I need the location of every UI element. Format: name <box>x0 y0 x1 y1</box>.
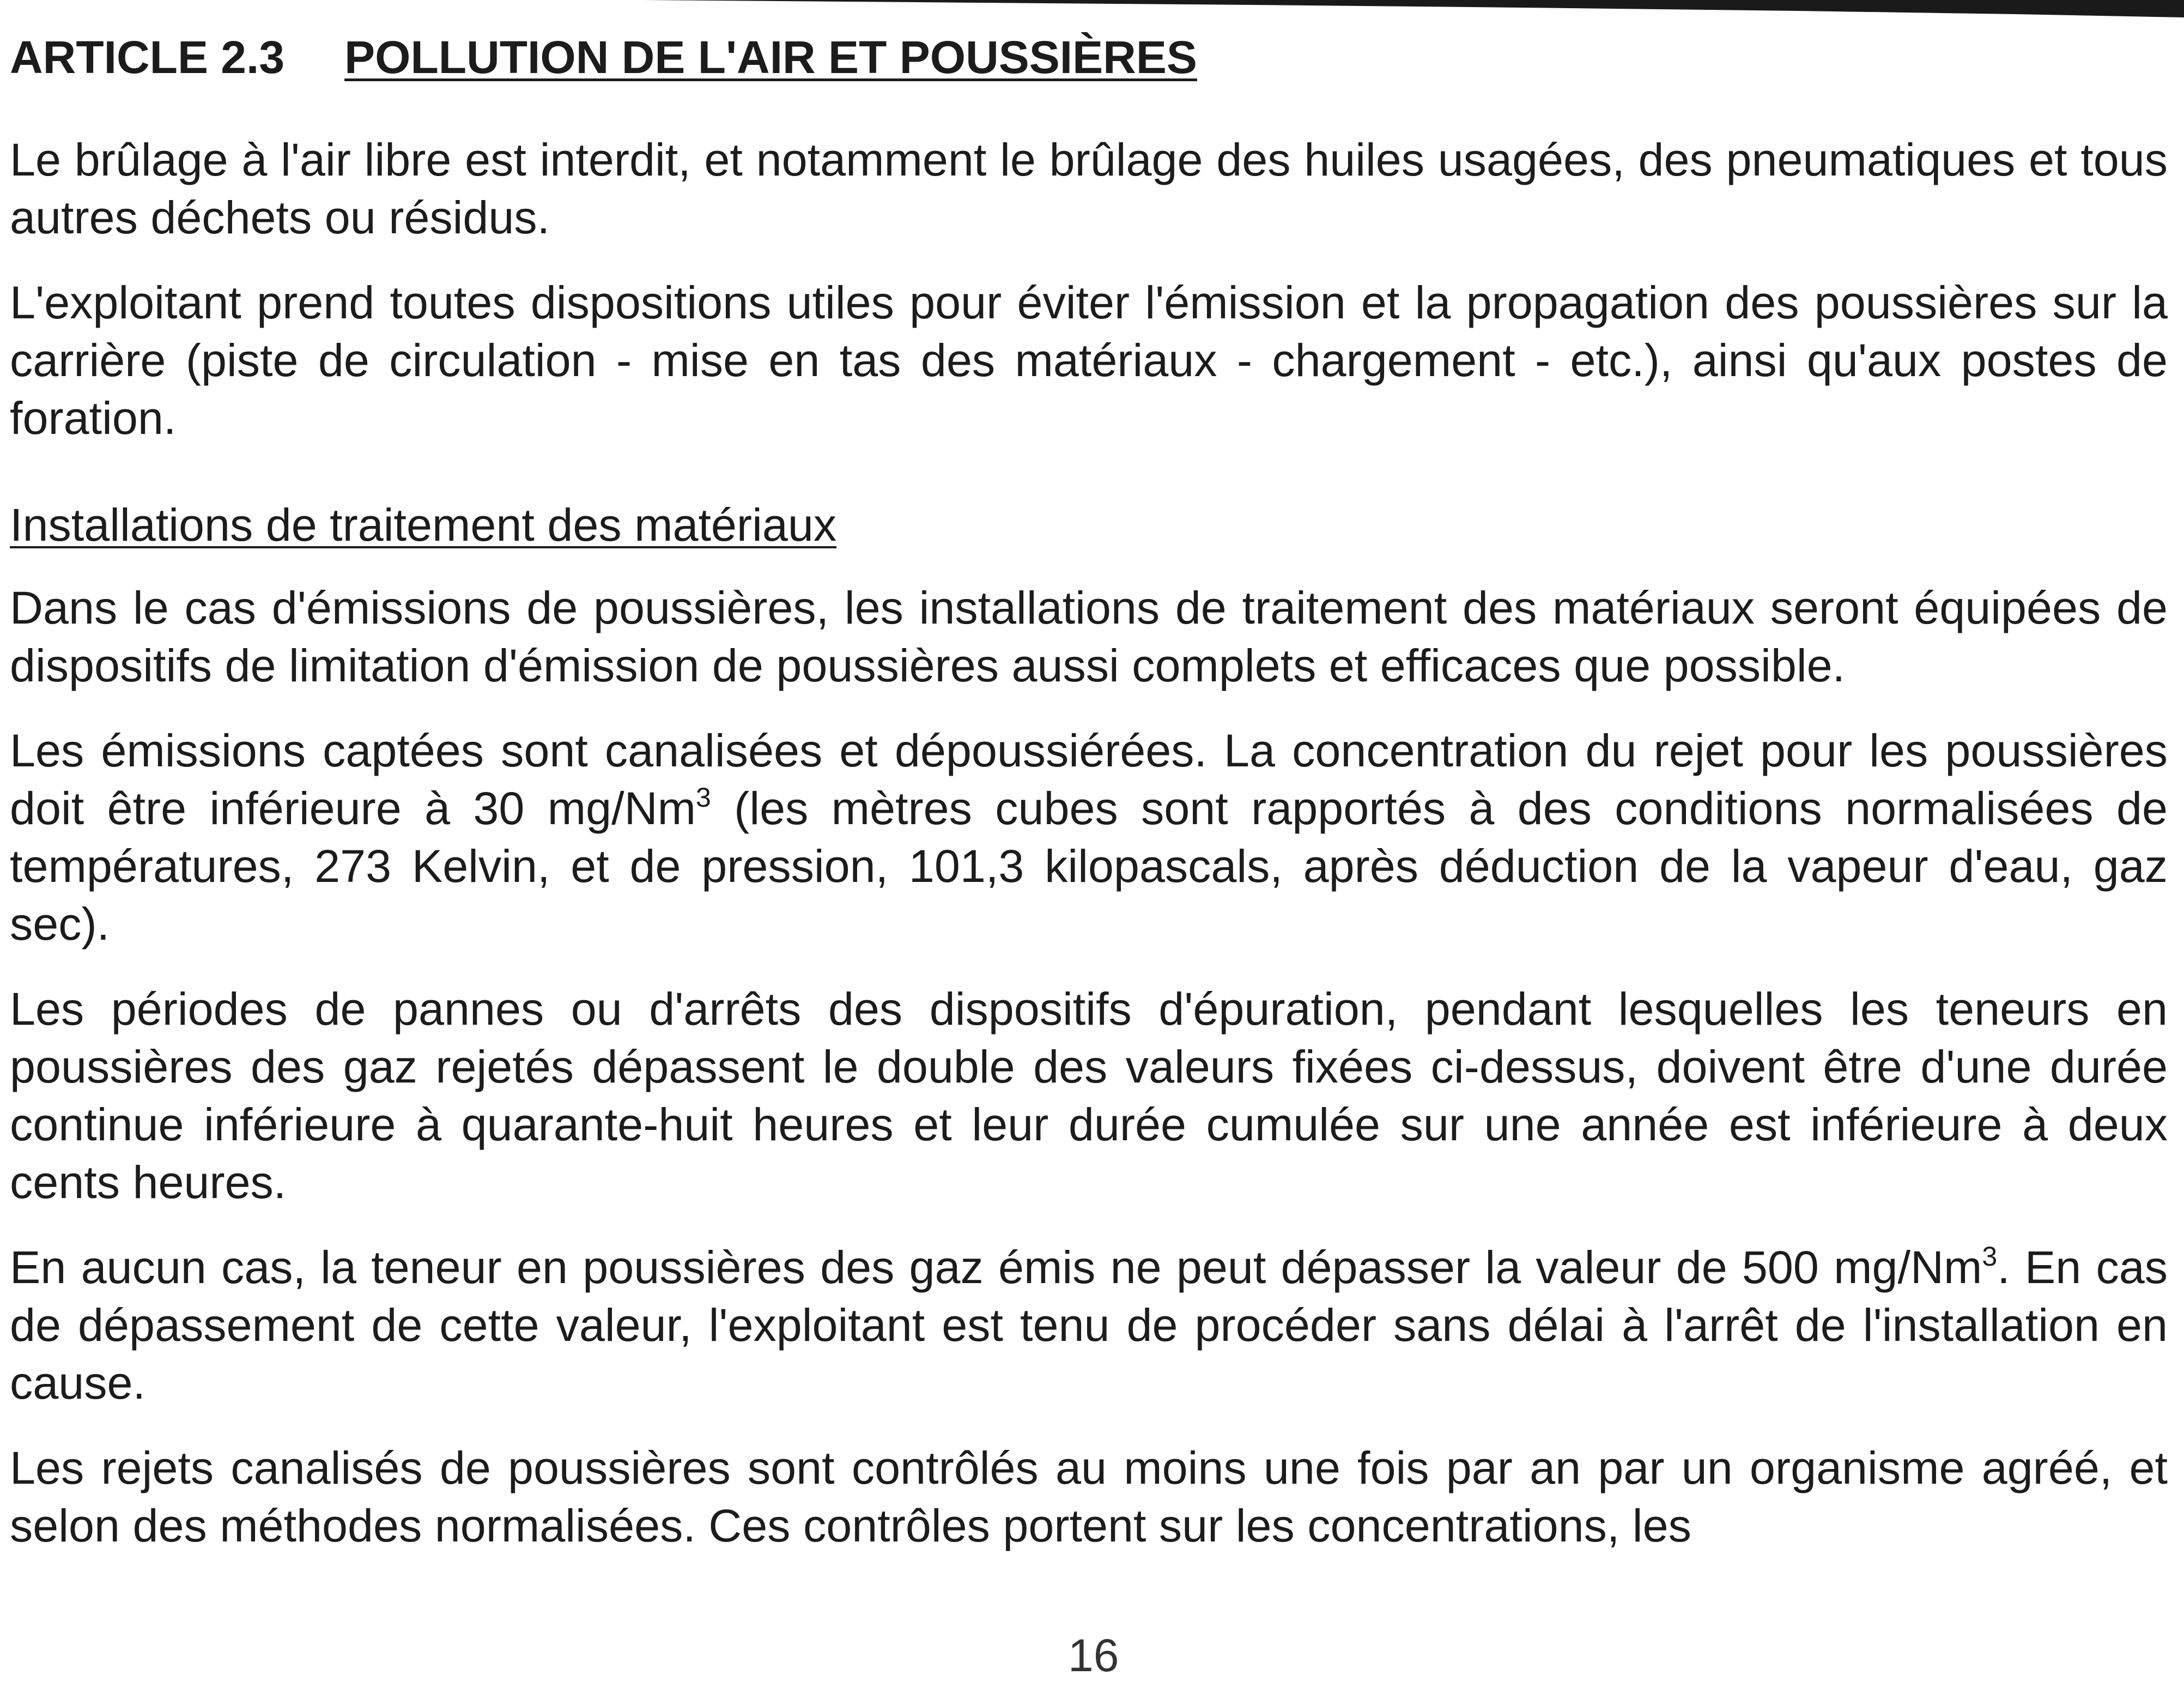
concentration-text-end: (les mètres cubes sont rapportés à des conditions normalisées de températures, 273 Kelvin, et de pression, 101,3 kilopascals, après déduction de la vapeur d'eau, gaz sec). <box>10 783 2168 950</box>
paragraph-dust-limitation: Dans le cas d'émissions de poussières, les installations de traitement des matériaux seront équipées de dispositifs de limitation d'émission de poussières aussi complets et efficaces que possible. <box>10 582 2168 691</box>
paragraph-failure-periods: Les périodes de pannes ou d'arrêts des dispositifs d'épuration, pendant lesquelles les teneurs en poussières des gaz rejetés dépassent le double des valeurs fixées ci-dessus, doivent être d'une durée continue inférieure à quarante-huit heures et leur durée cumulée sur une année est inférieure à deux cents heures. <box>10 983 2168 1208</box>
section-subheading: Installations de traitement des matériaux <box>10 499 837 551</box>
maximum-text-end: . En cas de dépassement de cette valeur, l'exploitant est tenu de procéder sans délai à l'arrêt de l'installation en cause. <box>10 1242 2168 1408</box>
article-heading <box>10 27 2168 87</box>
paragraph-emission-concentration <box>10 722 2168 953</box>
article-title: POLLUTION DE L'AIR ET POUSSIÈRES <box>344 32 1197 83</box>
document-page <box>10 27 2168 1582</box>
paragraph-controls: Les rejets canalisés de poussières sont contrôlés au moins une fois par an par un organisme agréé, et selon des méthodes normalisées. Ces contrôles portent sur les concentrations, les <box>10 1442 2168 1551</box>
article-number: ARTICLE 2.3 <box>10 32 285 83</box>
cubic-exponent: 3 <box>696 782 711 813</box>
scan-shadow-edge <box>0 0 2184 22</box>
page-number-fragment: 16 <box>1068 1630 1119 1681</box>
paragraph-maximum-value <box>10 1238 2168 1412</box>
paragraph-open-burning: Le brûlage à l'air libre est interdit, et notamment le brûlage des huiles usagées, des pneumatiques et tous autres déchets ou résidus. <box>10 134 2168 243</box>
cubic-exponent: 3 <box>1982 1241 1998 1272</box>
maximum-text-start: En aucun cas, la teneur en poussières des gaz émis ne peut dépasser la valeur de 500 mg/Nm <box>10 1242 1982 1293</box>
paragraph-dust-prevention: L'exploitant prend toutes dispositions utiles pour éviter l'émission et la propagation des poussières sur la carrière (piste de circulation - mise en tas des matériaux - chargement - etc.), ainsi qu'aux postes de foration. <box>10 277 2168 444</box>
concentration-text-start: Les émissions captées sont canalisées et dépoussiérées. La concentration du rejet pour les poussières doit être inférieure à 30 mg/Nm <box>10 725 2168 834</box>
